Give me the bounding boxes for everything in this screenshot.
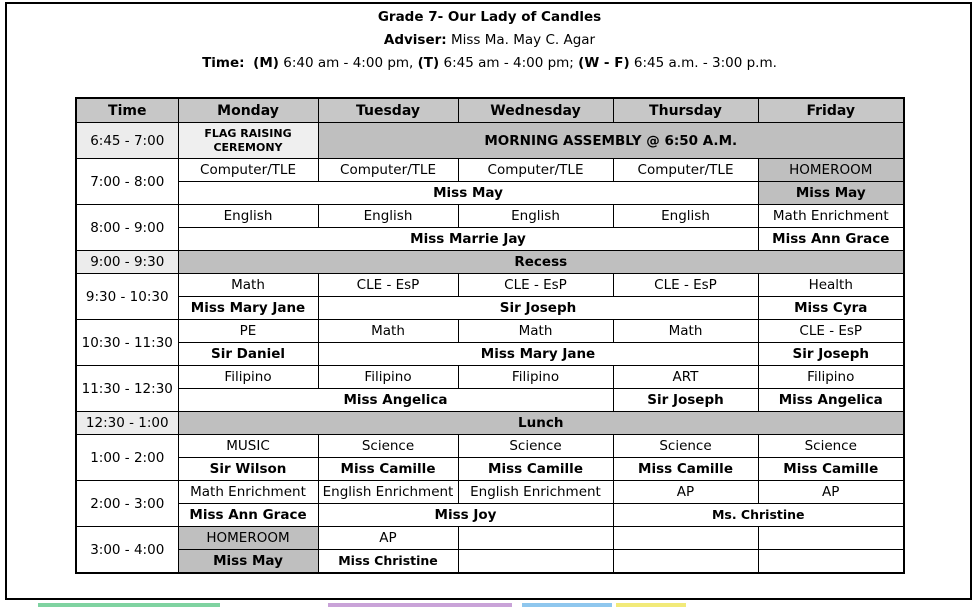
morning-assembly-cell: MORNING ASSEMBLY @ 6:50 A.M.	[318, 123, 904, 159]
table-row	[76, 228, 904, 251]
time-cell: 7:00 - 8:00	[76, 159, 178, 205]
time-cell: 8:00 - 9:00	[76, 205, 178, 251]
subject-cell: PE	[178, 320, 318, 343]
subject-cell: Math	[318, 320, 458, 343]
teacher-cell: Sir Joseph	[318, 297, 758, 320]
recess-cell: Recess	[178, 251, 904, 274]
empty-cell	[458, 550, 613, 574]
subject-cell: Science	[758, 435, 904, 458]
subject-cell: Science	[613, 435, 758, 458]
teacher-cell: Sir Joseph	[758, 343, 904, 366]
bottom-tab-strip	[522, 603, 612, 607]
table-row	[76, 389, 904, 412]
teacher-cell: Miss Ann Grace	[178, 504, 318, 527]
subject-cell: CLE - EsP	[318, 274, 458, 297]
wed-fri-time: 6:45 a.m. - 3:00 p.m.	[633, 55, 777, 71]
subject-cell: English	[458, 205, 613, 228]
table-row	[76, 159, 904, 182]
subject-cell: MUSIC	[178, 435, 318, 458]
table-row	[76, 366, 904, 389]
teacher-cell: Miss Cyra	[758, 297, 904, 320]
table-row	[76, 550, 904, 574]
col-header-time: Time	[76, 98, 178, 123]
tuesday-label: (T)	[417, 55, 440, 71]
time-line	[0, 54, 979, 72]
time-cell: 1:00 - 2:00	[76, 435, 178, 481]
flag-line-1: FLAG RAISING	[204, 126, 292, 140]
subject-cell: Computer/TLE	[613, 159, 758, 182]
table-row	[76, 205, 904, 228]
teacher-cell: Sir Wilson	[178, 458, 318, 481]
subject-cell: English	[613, 205, 758, 228]
empty-cell	[613, 550, 758, 574]
teacher-cell: Miss Joy	[318, 504, 613, 527]
teacher-cell: Miss May	[178, 182, 758, 205]
subject-cell: English	[318, 205, 458, 228]
subject-cell: ART	[613, 366, 758, 389]
time-cell: 6:45 - 7:00	[76, 123, 178, 159]
subject-cell: Computer/TLE	[178, 159, 318, 182]
adviser-label: Adviser:	[383, 32, 447, 48]
empty-cell	[758, 527, 904, 550]
teacher-cell: Miss Marrie Jay	[178, 228, 758, 251]
empty-cell	[613, 527, 758, 550]
col-header-friday: Friday	[758, 98, 904, 123]
monday-time: 6:40 am - 4:00 pm,	[283, 55, 414, 71]
col-header-thursday: Thursday	[613, 98, 758, 123]
subject-cell: Computer/TLE	[458, 159, 613, 182]
table-header-row	[76, 98, 904, 123]
subject-cell: Filipino	[318, 366, 458, 389]
flag-ceremony-cell	[178, 123, 318, 159]
time-cell: 11:30 - 12:30	[76, 366, 178, 412]
adviser-name: Miss Ma. May C. Agar	[450, 32, 596, 48]
col-header-monday: Monday	[178, 98, 318, 123]
tuesday-time: 6:45 am - 4:00 pm;	[443, 55, 574, 71]
time-cell: 10:30 - 11:30	[76, 320, 178, 366]
adviser-line	[0, 31, 979, 49]
time-cell: 9:00 - 9:30	[76, 251, 178, 274]
table-row	[76, 182, 904, 205]
subject-cell: Filipino	[178, 366, 318, 389]
subject-cell: CLE - EsP	[613, 274, 758, 297]
teacher-cell: Miss Ann Grace	[758, 228, 904, 251]
table-row	[76, 481, 904, 504]
time-cell: 2:00 - 3:00	[76, 481, 178, 527]
table-row	[76, 527, 904, 550]
subject-cell: Health	[758, 274, 904, 297]
teacher-cell: Miss May	[178, 550, 318, 574]
subject-cell: AP	[318, 527, 458, 550]
subject-cell: English Enrichment	[318, 481, 458, 504]
subject-cell: Math	[178, 274, 318, 297]
subject-cell: English Enrichment	[458, 481, 613, 504]
teacher-cell: Miss May	[758, 182, 904, 205]
teacher-cell: Miss Christine	[318, 550, 458, 574]
time-cell: 3:00 - 4:00	[76, 527, 178, 574]
bottom-tab-strip	[38, 603, 220, 607]
table-row	[76, 343, 904, 366]
teacher-cell: Miss Angelica	[758, 389, 904, 412]
teacher-cell: Ms. Christine	[613, 504, 904, 527]
time-label: Time:	[202, 55, 245, 71]
flag-line-2: CEREMONY	[213, 140, 283, 154]
time-cell: 9:30 - 10:30	[76, 274, 178, 320]
col-header-tuesday: Tuesday	[318, 98, 458, 123]
table-row	[76, 435, 904, 458]
subject-cell: HOMEROOM	[758, 159, 904, 182]
teacher-cell: Sir Daniel	[178, 343, 318, 366]
table-row	[76, 412, 904, 435]
empty-cell	[458, 527, 613, 550]
table-row	[76, 274, 904, 297]
teacher-cell: Miss Camille	[613, 458, 758, 481]
teacher-cell: Sir Joseph	[613, 389, 758, 412]
monday-label: (M)	[253, 55, 279, 71]
subject-cell: Filipino	[458, 366, 613, 389]
table-row	[76, 504, 904, 527]
teacher-cell: Miss Camille	[758, 458, 904, 481]
time-cell: 12:30 - 1:00	[76, 412, 178, 435]
table-row	[76, 251, 904, 274]
table-row	[76, 123, 904, 159]
subject-cell: CLE - EsP	[458, 274, 613, 297]
table-row	[76, 297, 904, 320]
table-row	[76, 458, 904, 481]
table-row	[76, 320, 904, 343]
col-header-wednesday: Wednesday	[458, 98, 613, 123]
subject-cell: Math Enrichment	[178, 481, 318, 504]
subject-cell: Math	[458, 320, 613, 343]
subject-cell: Math Enrichment	[758, 205, 904, 228]
subject-cell: CLE - EsP	[758, 320, 904, 343]
class-schedule-table	[75, 97, 905, 574]
subject-cell: HOMEROOM	[178, 527, 318, 550]
wed-fri-label: (W - F)	[578, 55, 630, 71]
subject-cell: AP	[758, 481, 904, 504]
schedule-title: Grade 7- Our Lady of Candles	[377, 9, 602, 25]
subject-cell: AP	[613, 481, 758, 504]
subject-cell: Math	[613, 320, 758, 343]
subject-cell: Filipino	[758, 366, 904, 389]
teacher-cell: Miss Angelica	[178, 389, 613, 412]
subject-cell: English	[178, 205, 318, 228]
teacher-cell: Miss Camille	[318, 458, 458, 481]
empty-cell	[758, 550, 904, 574]
subject-cell: Science	[458, 435, 613, 458]
teacher-cell: Miss Mary Jane	[318, 343, 758, 366]
subject-cell: Science	[318, 435, 458, 458]
teacher-cell: Miss Mary Jane	[178, 297, 318, 320]
teacher-cell: Miss Camille	[458, 458, 613, 481]
lunch-cell: Lunch	[178, 412, 904, 435]
bottom-tab-strip	[328, 603, 512, 607]
subject-cell: Computer/TLE	[318, 159, 458, 182]
bottom-tab-strip	[616, 603, 686, 607]
